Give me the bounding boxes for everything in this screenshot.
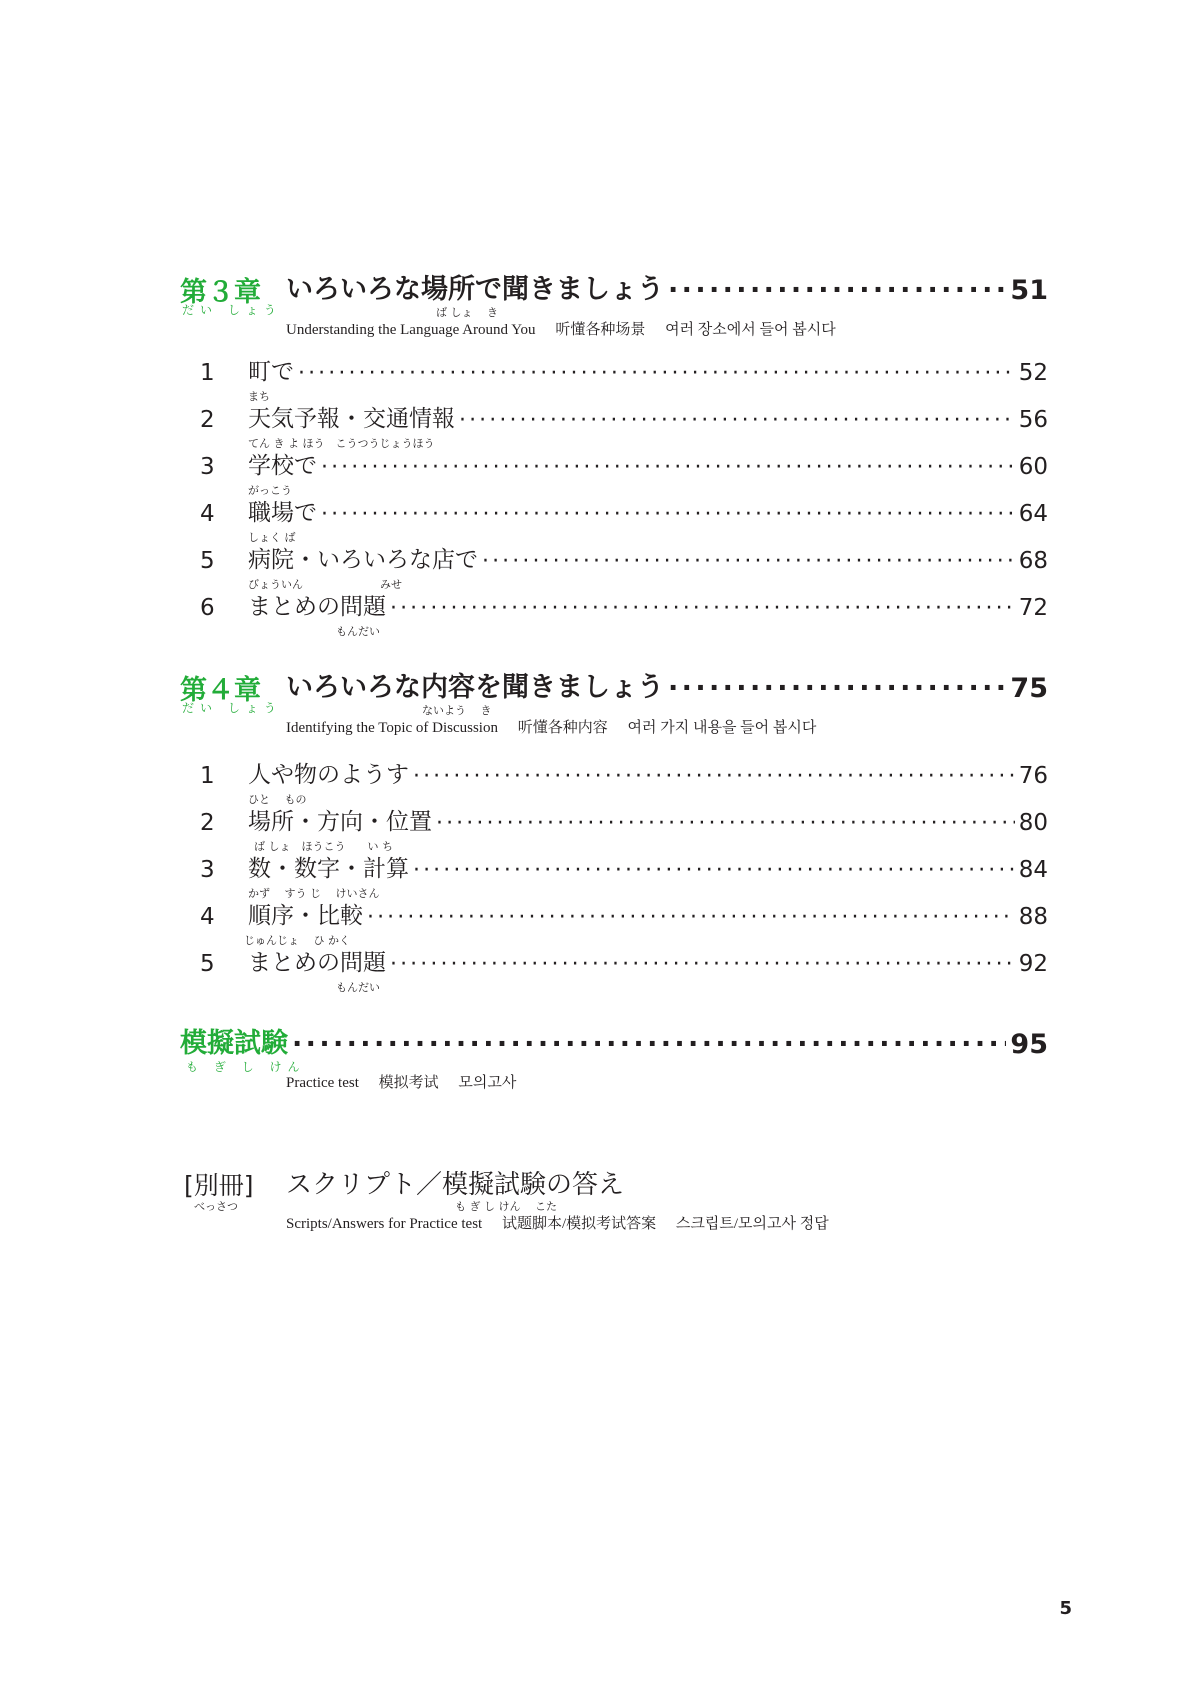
chapter3-subtitle xyxy=(286,318,836,339)
chapter4-subtitle xyxy=(286,716,816,737)
toc-item[interactable]: 5 病院・いろいろな店で ····· 68 びょういん みせ xyxy=(200,540,1048,574)
toc-item-page: 68 xyxy=(1018,548,1048,574)
toc-item-page: 76 xyxy=(1018,763,1048,789)
subtitle-ko: 여러 가지 내용을 들어 봅시다 xyxy=(627,720,817,736)
toc-item-page: 92 xyxy=(1018,951,1048,977)
practice-label-ruby: も ぎ し けん xyxy=(186,1060,306,1074)
subtitle-en: Scripts/Answers for Practice test xyxy=(286,1216,483,1232)
leader-dots xyxy=(436,811,1015,836)
leader-dots xyxy=(459,408,1015,433)
chapter4-title-row[interactable] xyxy=(286,664,1048,704)
toc-item-ruby: ひと もの xyxy=(248,793,307,806)
toc-item-page: 84 xyxy=(1018,857,1048,883)
chapter3-label-ruby: だい しょう xyxy=(182,303,282,317)
toc-item[interactable]: 1 人や物のようす ····· 76 ひと もの xyxy=(200,755,1048,789)
toc-item-title: 職場で xyxy=(248,500,317,526)
toc-item-page: 72 xyxy=(1018,595,1048,621)
toc-item[interactable]: 3 数・数字・計算 ····· 84 かず すう じ けいさん xyxy=(200,849,1048,883)
leader-dots xyxy=(367,905,1015,930)
subtitle-en: Understanding the Language Around You xyxy=(286,322,536,338)
toc-item-page: 88 xyxy=(1018,904,1048,930)
subtitle-zh: 听懂各种场景 xyxy=(555,322,646,338)
toc-item-page: 60 xyxy=(1018,454,1048,480)
toc-item[interactable]: 5 まとめの問題 ····· 92 もんだい xyxy=(200,943,1048,977)
chapter4-title: いろいろな内容を聞きましょう xyxy=(286,672,664,703)
chapter3-page: 51 xyxy=(1010,275,1048,306)
supplement-subtitle xyxy=(286,1212,829,1233)
toc-item-ruby: ば しょ ほうこう い ち xyxy=(254,840,393,853)
subtitle-ko: 모의고사 xyxy=(458,1075,517,1091)
toc-item-title: 数・数字・計算 xyxy=(248,856,409,882)
toc-item-title: 病院・いろいろな店で xyxy=(248,547,478,573)
subtitle-zh: 试题脚本/模拟考试答案 xyxy=(501,1216,657,1232)
toc-item-title: 順序・比較 xyxy=(248,903,363,929)
page-number: 5 xyxy=(1059,1598,1072,1619)
chapter3-title-row[interactable] xyxy=(286,266,1048,306)
practice-subtitle xyxy=(286,1071,516,1092)
chapter3-label: 第３章 だい しょう xyxy=(180,277,282,317)
toc-item-title: 場所・方向・位置 xyxy=(248,809,432,835)
toc-item-ruby: かず すう じ けいさん xyxy=(248,887,380,900)
toc-item-title: 天気予報・交通情報 xyxy=(248,406,455,432)
subtitle-en: Identifying the Topic of Discussion xyxy=(286,720,498,736)
leader-dots xyxy=(482,549,1015,574)
toc-item-ruby: びょういん みせ xyxy=(248,578,402,591)
toc-item[interactable]: 2 場所・方向・位置 ····· 80 ば しょ ほうこう い ち xyxy=(200,802,1048,836)
toc-item-title: まとめの問題 xyxy=(248,594,386,620)
toc-item[interactable]: 4 順序・比較 ····· 88 じゅんじょ ひ かく xyxy=(200,896,1048,930)
leader-dots xyxy=(321,455,1015,480)
toc-item-page: 64 xyxy=(1018,501,1048,527)
subtitle-ko: 여러 장소에서 들어 봅시다 xyxy=(665,322,836,338)
supplement-title-ruby: も ぎ し けん こた xyxy=(455,1200,557,1213)
toc-item[interactable]: 1 町で ····· 52 まち xyxy=(200,352,1048,386)
leader-dots xyxy=(413,764,1015,789)
chapter4-label-ruby: だい しょう xyxy=(182,701,282,715)
toc-item-ruby: がっこう xyxy=(248,484,292,497)
leader-dots xyxy=(292,1029,1006,1060)
subtitle-zh: 模拟考试 xyxy=(378,1075,439,1091)
leader-dots xyxy=(668,673,1006,704)
toc-item-ruby: てん き よ ほう こうつうじょうほう xyxy=(248,437,435,450)
chapter4-page: 75 xyxy=(1010,673,1048,704)
practice-page: 95 xyxy=(1010,1029,1048,1060)
chapter3-title: いろいろな場所で聞きましょう xyxy=(286,274,664,305)
toc-item[interactable]: 3 学校で ····· 60 がっこう xyxy=(200,446,1048,480)
toc-item-page: 52 xyxy=(1018,360,1048,386)
supplement-label: [別冊] xyxy=(184,1171,254,1200)
chapter3-title-ruby: ば しょ き xyxy=(436,306,498,319)
subtitle-zh: 听懂各种内容 xyxy=(517,720,608,736)
toc-item-page: 80 xyxy=(1018,810,1048,836)
leader-dots xyxy=(321,502,1015,527)
toc-item-ruby: しょく ば xyxy=(248,531,296,544)
leader-dots xyxy=(298,361,1015,386)
toc-item-ruby: もんだい xyxy=(336,625,380,638)
toc-item-title: まとめの問題 xyxy=(248,950,386,976)
leader-dots xyxy=(390,952,1015,977)
toc-item[interactable]: 6 まとめの問題 ····· 72 もんだい xyxy=(200,587,1048,621)
subtitle-en: Practice test xyxy=(286,1075,359,1091)
leader-dots xyxy=(668,275,1006,306)
supplement-title[interactable]: スクリプト／模擬試験の答え xyxy=(286,1170,625,1200)
toc-item-title: 学校で xyxy=(248,453,317,479)
toc-item[interactable]: 2 天気予報・交通情報 ····· 56 てん き よ ほう こうつうじょうほう xyxy=(200,399,1048,433)
supplement-label-ruby: べっさつ xyxy=(194,1200,238,1213)
toc-item-ruby: じゅんじょ ひ かく xyxy=(244,934,350,947)
chapter4-label: 第４章 だい しょう xyxy=(180,675,282,715)
practice-title-row[interactable] xyxy=(180,1020,1048,1060)
chapter4-title-ruby: ないよう き xyxy=(422,704,492,717)
toc-item-page: 56 xyxy=(1018,407,1048,433)
leader-dots xyxy=(413,858,1015,883)
toc-item-title: 人や物のようす xyxy=(248,762,409,788)
leader-dots xyxy=(390,596,1015,621)
toc-item-title: 町で xyxy=(248,359,294,385)
toc-item-ruby: まち xyxy=(248,390,270,403)
toc-item-ruby: もんだい xyxy=(336,981,380,994)
practice-label: 模擬試験 xyxy=(180,1028,288,1059)
toc-item[interactable]: 4 職場で ····· 64 しょく ば xyxy=(200,493,1048,527)
subtitle-ko: 스크립트/모의고사 정답 xyxy=(675,1216,829,1232)
